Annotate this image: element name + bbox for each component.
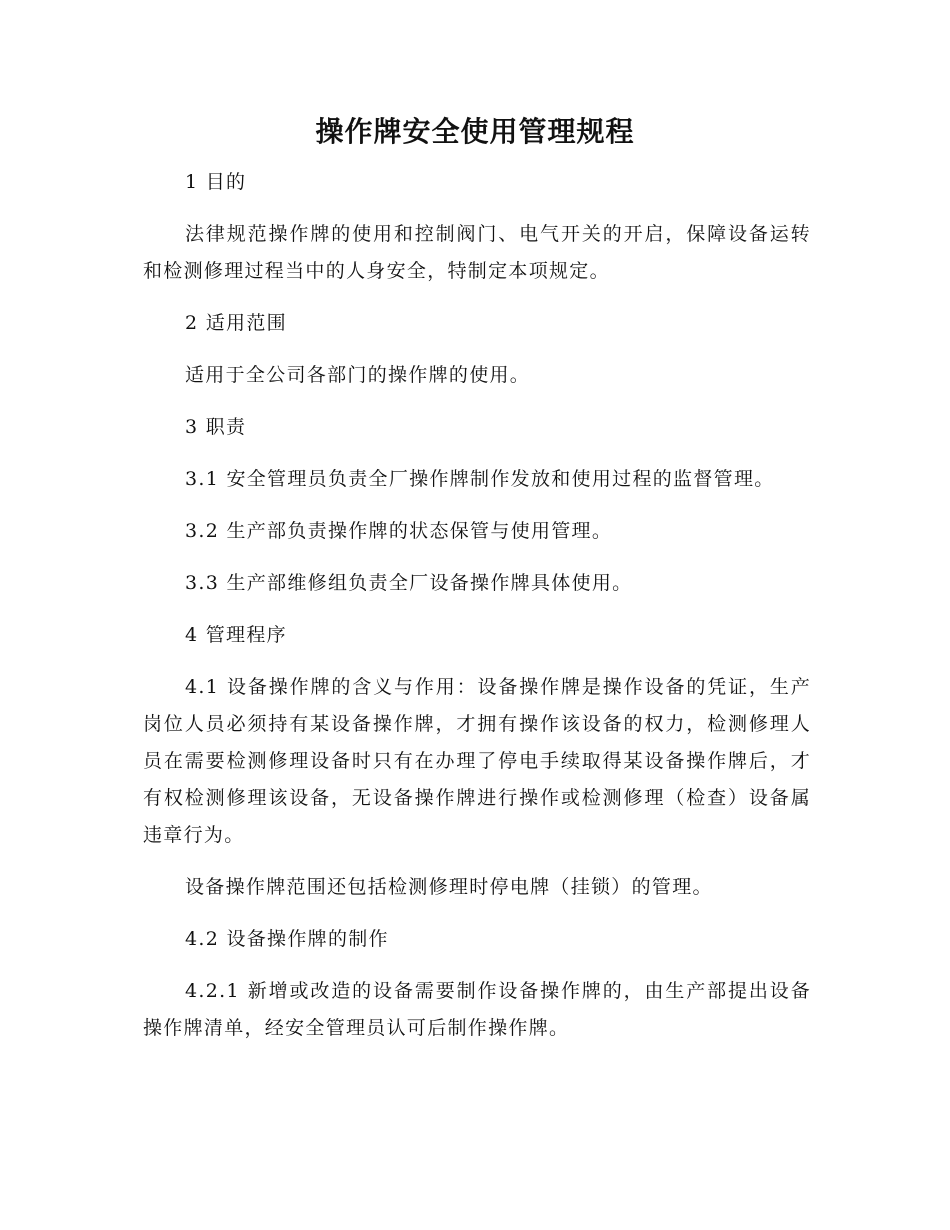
paragraph-procedure-scope-note: 设备操作牌范围还包括检测修理时停电牌（挂锁）的管理。	[185, 876, 713, 898]
paragraph-purpose: 法律规范操作牌的使用和控制阀门、电气开关的开启，保障设备运转和检测修理过程当中的人身安全，特制定本项规定。	[143, 223, 811, 282]
section-heading-4-2: 4.2 设备操作牌的制作	[185, 928, 389, 950]
paragraph-scope: 适用于全公司各部门的操作牌的使用。	[185, 364, 531, 386]
section-heading-responsibilities: 3 职责	[185, 416, 247, 438]
document-body	[143, 164, 811, 1047]
paragraph-procedure-4-1: 4.1 设备操作牌的含义与作用：设备操作牌是操作设备的凭证，生产岗位人员必须持有某设备操作牌，才拥有操作该设备的权力，检测修理人员在需要检测修理设备时只有在办理了停电手续取得某设备操作牌后，才有权检测修理该设备，无设备操作牌进行操作或检测修理（检查）设备属违章行为。	[143, 676, 811, 846]
document-title: 操作牌安全使用管理规程	[315, 115, 635, 148]
paragraph-procedure-4-2-1: 4.2.1 新增或改造的设备需要制作设备操作牌的，由生产部提出设备操作牌清单，经安全管理员认可后制作操作牌。	[143, 980, 811, 1039]
section-heading-scope: 2 适用范围	[185, 312, 287, 334]
paragraph-responsibility-3-3: 3.3 生产部维修组负责全厂设备操作牌具体使用。	[185, 572, 633, 594]
paragraph-responsibility-3-2: 3.2 生产部负责操作牌的状态保管与使用管理。	[185, 520, 613, 542]
section-heading-procedure: 4 管理程序	[185, 624, 287, 646]
section-heading-purpose: 1 目的	[185, 171, 247, 193]
paragraph-responsibility-3-1: 3.1 安全管理员负责全厂操作牌制作发放和使用过程的监督管理。	[185, 468, 775, 490]
